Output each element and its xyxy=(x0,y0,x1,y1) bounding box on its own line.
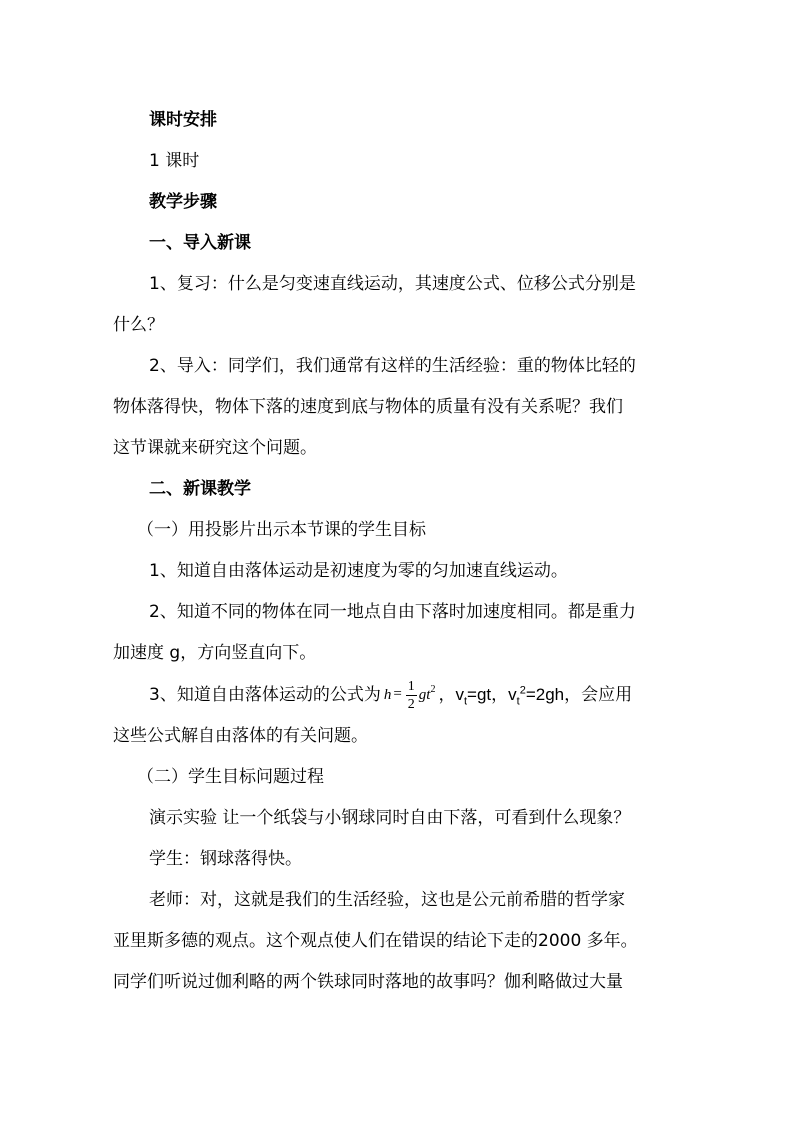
goal-2-line: 加速度 g，方向竖直向下。 xyxy=(113,643,317,663)
intro-line: 这节课就来研究这个问题。 xyxy=(113,438,317,458)
velocity-formula-rest: =gt， xyxy=(467,685,509,704)
vsq-formula-sub: t xyxy=(516,695,520,708)
vsq-formula-v: v xyxy=(508,685,517,704)
formula-numerator: 1 xyxy=(407,678,415,694)
schedule-value: 1 课时 xyxy=(149,151,200,171)
student-answer: 学生：钢球落得快。 xyxy=(149,849,302,869)
intro-line: 物体落得快，物体下落的速度到底与物体的质量有没有关系呢？我们 xyxy=(113,397,623,417)
goal-3 xyxy=(113,674,683,757)
intro-line: 2、导入：同学们，我们通常有这样的生活经验：重的物体比轻的 xyxy=(149,356,636,376)
section1-title: 一、导入新课 xyxy=(149,233,251,253)
teacher-line: 亚里斯多德的观点。这个观点使人们在错误的结论下走的2000 多年。 xyxy=(113,931,638,951)
goal-3-line xyxy=(113,674,683,716)
goal-2 xyxy=(113,592,683,674)
goal-2-line: 2、知道不同的物体在同一地点自由下落时加速度相同。都是重力 xyxy=(149,602,636,622)
formula-exponent: 2 xyxy=(430,683,436,695)
demo-paragraph: 演示实验 让一个纸袋与小钢球同时自由下落，可看到什么现象？ xyxy=(149,808,631,828)
review-line: 1、复习：什么是匀变速直线运动，其速度公式、位移公式分别是 xyxy=(149,274,636,294)
goal-3-prefix: 3、知道自由落体运动的公式为 xyxy=(149,685,381,705)
document-page xyxy=(113,100,683,1003)
heading-schedule: 课时安排 xyxy=(149,110,217,130)
velocity-formula-sub: t xyxy=(463,695,468,708)
goal-1: 1、知道自由落体运动是初速度为零的匀加速直线运动。 xyxy=(149,561,568,581)
subsection1-title: （一）用投影片出示本节课的学生目标 xyxy=(137,520,426,540)
vsq-formula-rest: =2gh，会应用 xyxy=(525,685,633,704)
review-paragraph xyxy=(113,264,683,346)
teacher-paragraph xyxy=(113,880,683,1003)
velocity-squared-formula xyxy=(508,684,633,708)
subsection2-title: （二）学生目标问题过程 xyxy=(137,767,324,787)
formula-denominator: 2 xyxy=(407,696,415,712)
free-fall-formula xyxy=(384,679,436,712)
review-line: 什么？ xyxy=(113,315,164,335)
teacher-line: 老师：对，这就是我们的生活经验，这也是公元前希腊的哲学家 xyxy=(149,890,625,910)
heading-steps: 教学步骤 xyxy=(149,192,217,212)
teacher-line: 同学们听说过伽利略的两个铁球同时落地的故事吗？伽利略做过大量 xyxy=(113,972,623,992)
formula-lhs: h xyxy=(383,686,392,703)
formula-fraction xyxy=(406,679,417,712)
intro-paragraph xyxy=(113,346,683,469)
goal-3-line: 这些公式解自由落体的有关问题。 xyxy=(113,726,368,746)
section2-title: 二、新课教学 xyxy=(149,479,251,499)
velocity-formula xyxy=(438,685,509,708)
formula-equals: = xyxy=(393,686,402,703)
velocity-formula-v: ，v xyxy=(438,685,464,704)
vsq-formula-sup: 2 xyxy=(519,684,526,697)
formula-rhs: gt xyxy=(418,686,431,703)
